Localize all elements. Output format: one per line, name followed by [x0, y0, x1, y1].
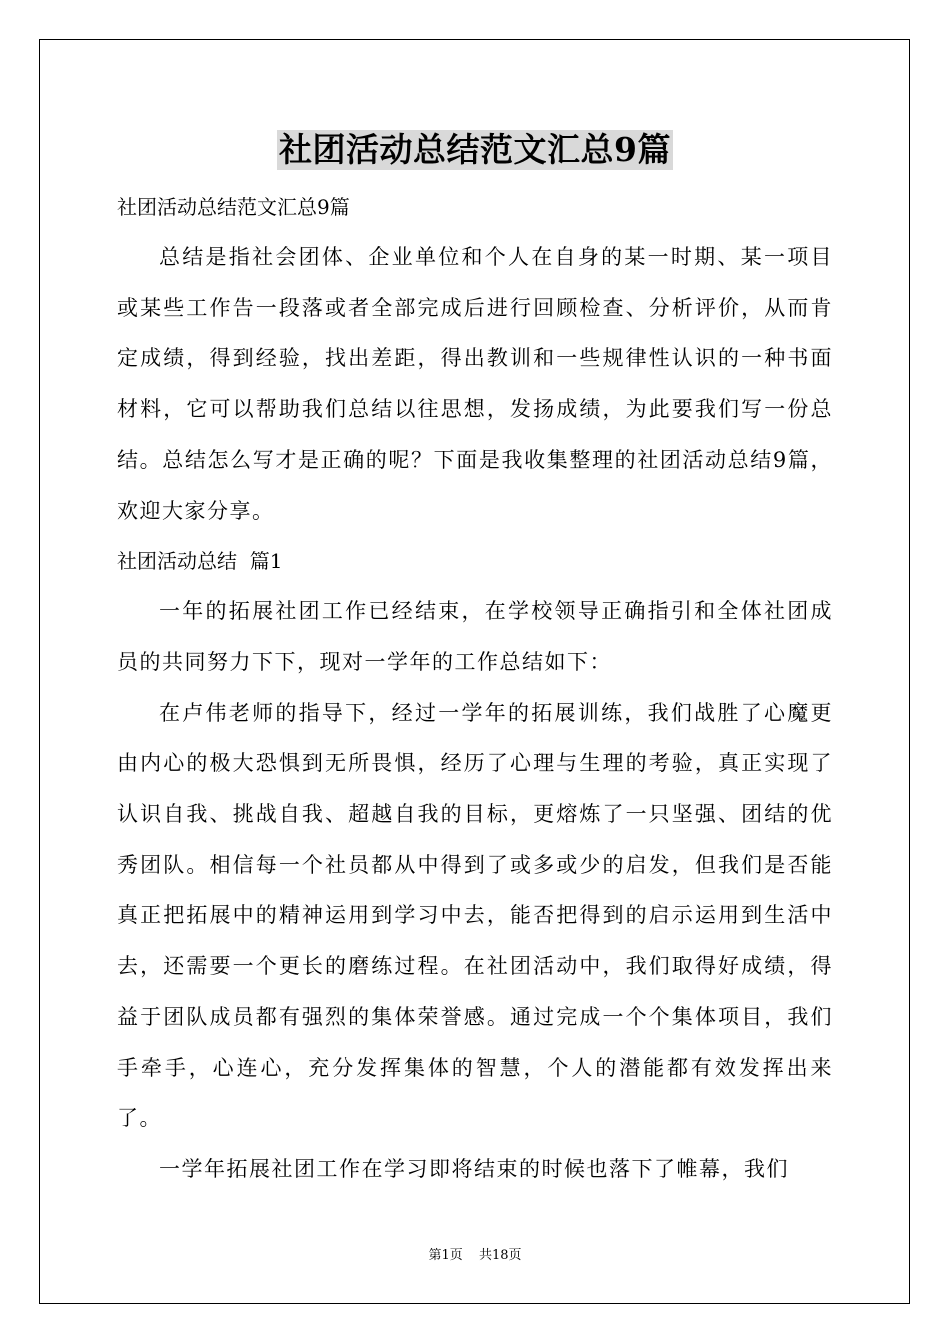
section-paragraph-1: 一年的拓展社团工作已经结束，在学校领导正确指引和全体社团成员的共同努力下下，现对一学年的工作总结如下：: [117, 599, 833, 674]
document-title: 社团活动总结范文汇总9篇: [279, 130, 671, 169]
section-paragraph-3: 一学年拓展社团工作在学习即将结束的时候也落下了帷幕，我们: [159, 1156, 789, 1181]
document-body: [117, 130, 833, 1195]
page-number-current: 第1页: [428, 1248, 463, 1263]
intro-paragraph: 总结是指社会团体、企业单位和个人在自身的某一时期、某一项目或某些工作告一段落或者全部完成后进行回顾检查、分析评价，从而肯定成绩，得到经验，找出差距，得出教训和一些规律性认识的一种书面材料，它可以帮助我们总结以往思想，发扬成绩，为此要我们写一份总结。总结怎么写才是正确的呢？下面是我收集整理的社团活动总结9篇，欢迎大家分享。: [117, 245, 833, 523]
title-container: [117, 130, 833, 180]
document-subtitle: 社团活动总结范文汇总9篇: [117, 195, 350, 219]
section-paragraph-2: 在卢伟老师的指导下，经过一学年的拓展训练，我们战胜了心魔更由内心的极大恐惧到无所畏惧，经历了心理与生理的考验，真正实现了认识自我、挑战自我、超越自我的目标，更熔炼了一只坚强、团结的优秀团队。相信每一个社员都从中得到了或多或少的启发，但我们是否能真正把拓展中的精神运用到学习中去，能否把得到的启示运用到生活中去，还需要一个更长的磨练过程。在社团活动中，我们取得好成绩，得益于团队成员都有强烈的集体荣誉感。通过完成一个个集体项目，我们手牵手，心连心，充分发挥集体的智慧，个人的潜能都有效发挥出来了。: [117, 700, 833, 1131]
section-heading: 社团活动总结 篇1: [117, 549, 283, 574]
page-number-total: 共18页: [478, 1248, 522, 1263]
page-footer: [0, 1247, 950, 1265]
